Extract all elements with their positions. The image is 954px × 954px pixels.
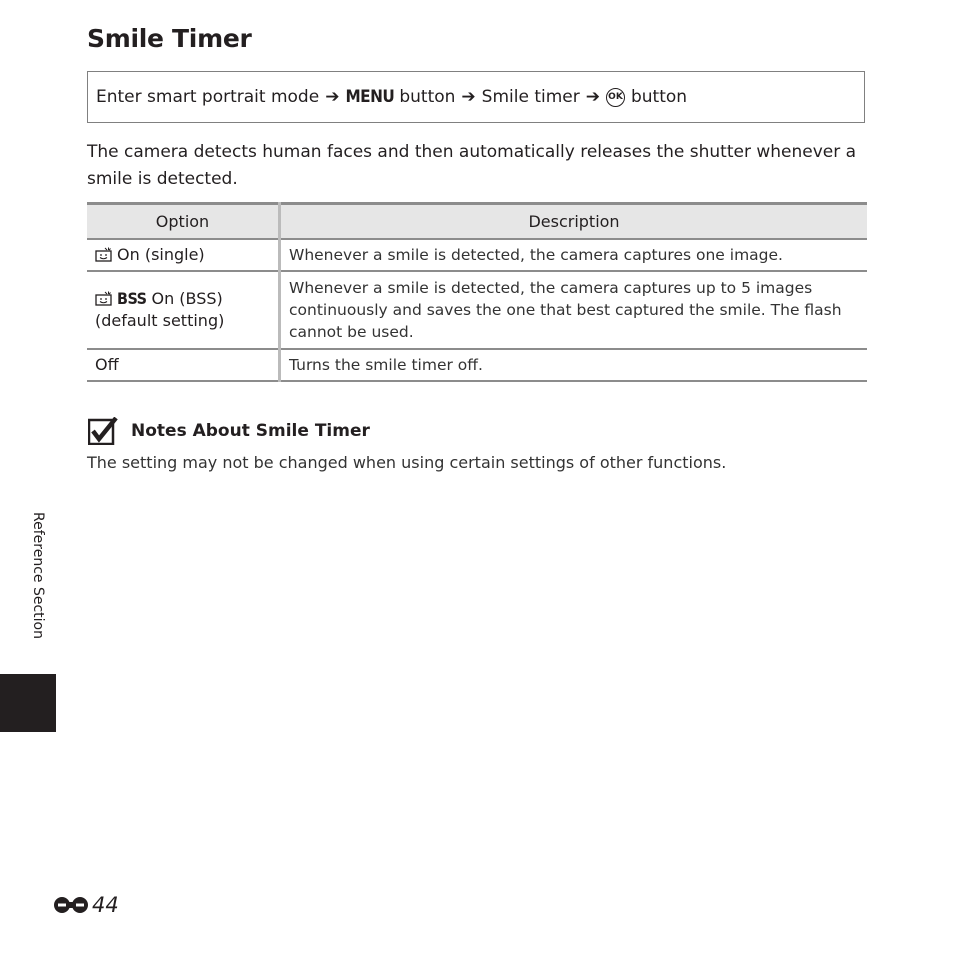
page-title: Smile Timer xyxy=(87,24,252,53)
side-section-label: Reference Section xyxy=(30,512,46,639)
description-cell: Turns the smile timer off. xyxy=(280,349,868,381)
notes-heading xyxy=(88,417,370,445)
table-header-row xyxy=(87,204,867,240)
smile-timer-icon xyxy=(95,291,112,306)
option-cell xyxy=(87,239,280,271)
header-description: Description xyxy=(280,204,868,240)
table-row xyxy=(87,349,867,381)
header-option: Option xyxy=(87,204,280,240)
nav-step-mode: Enter smart portrait mode xyxy=(96,87,320,107)
bss-icon: BSS xyxy=(117,289,147,308)
page-number-text: 44 xyxy=(92,893,119,917)
arrow-right-icon: ➔ xyxy=(325,87,340,107)
table-row xyxy=(87,239,867,271)
options-table xyxy=(87,202,867,382)
ok-button-icon: OK xyxy=(606,88,625,107)
e-section-icon xyxy=(53,894,91,916)
description-cell: Whenever a smile is detected, the camera captures up to 5 images continuously and saves the one that best captured the smile. The flash cannot be used. xyxy=(280,271,868,349)
nav-step-smile-timer: Smile timer xyxy=(481,87,580,107)
description-cell: Whenever a smile is detected, the camera captures one image. xyxy=(280,239,868,271)
intro-paragraph: The camera detects human faces and then automatically releases the shutter whenever a smile is detected. xyxy=(87,142,857,189)
checkmark-icon xyxy=(88,417,118,445)
option-default-note: (default setting) xyxy=(95,311,225,330)
section-tab-marker xyxy=(0,674,56,732)
table-row xyxy=(87,271,867,349)
nav-step-button: button xyxy=(399,87,456,107)
notes-heading-text: Notes About Smile Timer xyxy=(131,421,370,441)
navigation-path-box xyxy=(87,71,865,123)
menu-button-icon: MENU xyxy=(345,87,395,107)
arrow-right-icon: ➔ xyxy=(585,87,600,107)
option-cell xyxy=(87,271,280,349)
notes-text: The setting may not be changed when using certain settings of other functions. xyxy=(87,453,727,472)
nav-step-ok-button: button xyxy=(630,87,688,107)
option-label: On (BSS) xyxy=(151,289,223,308)
arrow-right-icon: ➔ xyxy=(461,87,476,107)
option-label: On (single) xyxy=(117,245,205,264)
option-cell: Off xyxy=(87,349,280,381)
smile-timer-icon xyxy=(95,247,112,262)
page-number xyxy=(53,893,119,917)
